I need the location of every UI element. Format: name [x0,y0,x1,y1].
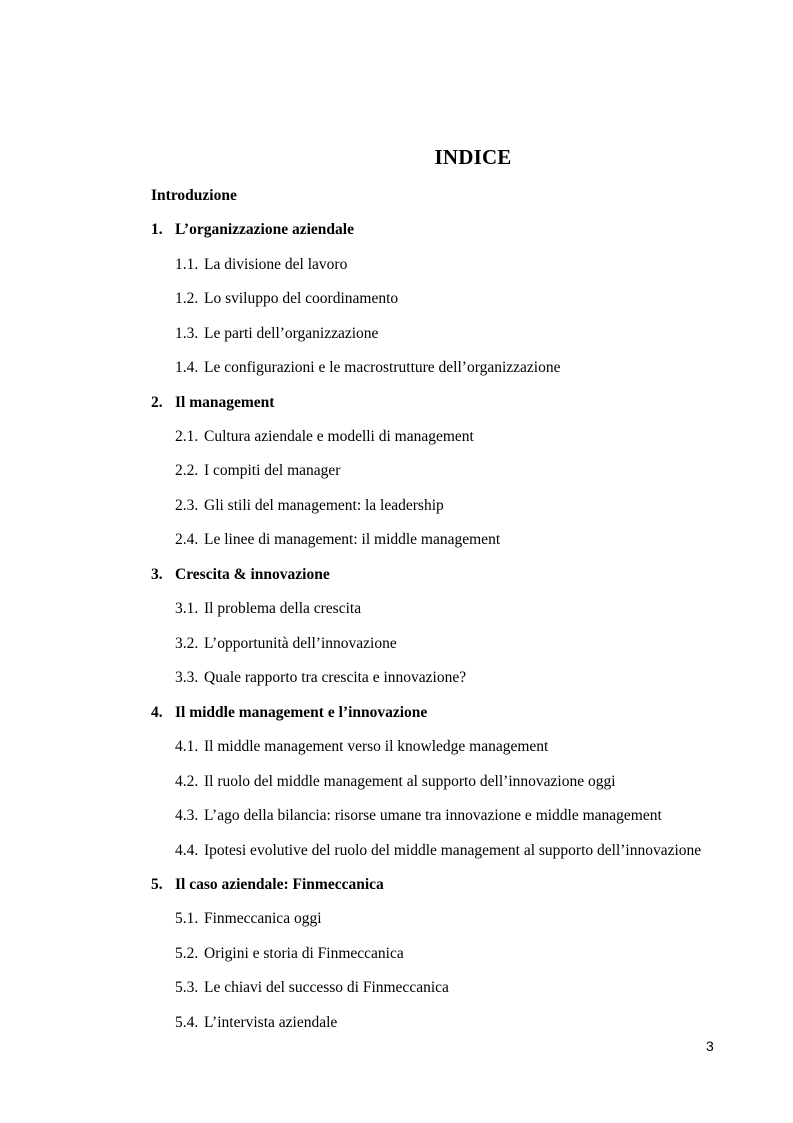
toc-section-5-3 [175,978,449,998]
section-number: 3.1. [175,600,199,617]
toc-chapter-4 [151,703,427,723]
section-title: Le configurazioni e le macrostrutture dell’organizzazione [204,359,561,376]
toc-section-4-1 [175,737,548,757]
toc-section-2-3 [175,496,444,516]
section-title: Il ruolo del middle management al supporto dell’innovazione oggi [204,773,616,790]
toc-section-4-4 [175,841,701,861]
toc-chapter-1 [151,220,354,240]
section-title: Le parti dell’organizzazione [204,325,379,342]
chapter-number: 3. [151,566,163,583]
page-number: 3 [706,1038,714,1054]
toc-section-5-2 [175,944,404,964]
section-number: 2.4. [175,531,199,548]
toc-chapter-3 [151,565,330,585]
chapter-number: 2. [151,394,163,411]
toc-introduction: Introduzione [151,187,237,204]
section-title: Le linee di management: il middle management [204,531,501,548]
chapter-title: Il middle management e l’innovazione [175,704,428,721]
section-title: La divisione del lavoro [204,256,348,273]
section-number: 1.1. [175,256,199,273]
toc-section-2-4 [175,530,500,550]
toc-section-1-4 [175,358,560,378]
section-title: Cultura aziendale e modelli di management [204,428,474,445]
section-number: 5.3. [175,979,199,996]
chapter-title: Crescita & innovazione [175,566,330,583]
toc-section-2-2 [175,461,340,481]
section-number: 3.2. [175,635,199,652]
section-number: 4.4. [175,842,199,859]
toc-section-1-1 [175,255,347,275]
chapter-number: 5. [151,876,163,893]
toc-section-3-2 [175,634,397,654]
section-number: 4.1. [175,738,199,755]
section-number: 5.2. [175,945,199,962]
toc-section-5-4 [175,1013,337,1033]
chapter-title: L’organizzazione aziendale [175,221,354,238]
chapter-title: Il management [175,394,275,411]
toc-section-1-3 [175,324,378,344]
toc-chapter-2 [151,393,274,413]
section-number: 2.3. [175,497,199,514]
chapter-number: 4. [151,704,163,721]
section-number: 5.4. [175,1014,199,1031]
toc-section-4-2 [175,772,616,792]
section-title: Quale rapporto tra crescita e innovazione? [204,669,467,686]
toc-section-5-1 [175,909,322,929]
section-number: 4.2. [175,773,199,790]
section-title: Il problema della crescita [204,600,362,617]
section-title: Ipotesi evolutive del ruolo del middle management al supporto dell’innovazione [204,842,702,859]
section-number: 1.3. [175,325,199,342]
section-number: 1.2. [175,290,199,307]
section-title: L’intervista aziendale [204,1014,338,1031]
section-title: L’opportunità dell’innovazione [204,635,397,652]
chapter-number: 1. [151,221,163,238]
toc-chapter-5 [151,875,384,895]
section-title: Origini e storia di Finmeccanica [204,945,404,962]
toc-section-2-1 [175,427,474,447]
section-title: Gli stili del management: la leadership [204,497,444,514]
section-number: 2.2. [175,462,199,479]
section-title: Lo sviluppo del coordinamento [204,290,399,307]
section-number: 1.4. [175,359,199,376]
section-title: Il middle management verso il knowledge management [204,738,549,755]
toc-section-3-1 [175,599,361,619]
toc-section-4-3 [175,806,662,826]
section-number: 5.1. [175,910,199,927]
section-number: 2.1. [175,428,199,445]
toc-section-3-3 [175,668,466,688]
section-number: 3.3. [175,669,199,686]
toc-section-1-2 [175,289,398,309]
chapter-title: Il caso aziendale: Finmeccanica [175,876,384,893]
section-title: I compiti del manager [204,462,341,479]
section-title: Finmeccanica oggi [204,910,322,927]
page-title: INDICE [434,145,512,169]
section-title: L’ago della bilancia: risorse umane tra innovazione e middle management [204,807,662,824]
section-title: Le chiavi del successo di Finmeccanica [204,979,449,996]
section-number: 4.3. [175,807,199,824]
